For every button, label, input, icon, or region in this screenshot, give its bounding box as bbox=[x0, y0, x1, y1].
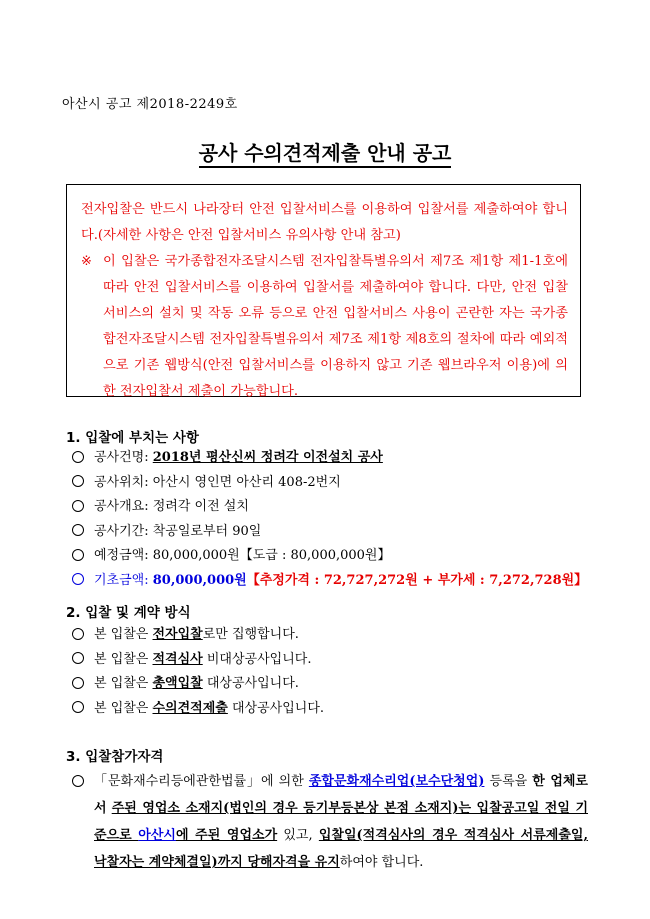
circle-bullet-icon bbox=[72, 677, 84, 689]
reference-mark-icon: ※ bbox=[81, 254, 93, 269]
list-item-location: 공사위치: 아산시 영인면 아산리 408-2번지 bbox=[72, 471, 587, 496]
notice-note bbox=[81, 249, 568, 405]
circle-bullet-icon bbox=[72, 628, 84, 640]
circle-bullet-icon bbox=[72, 500, 84, 512]
list-item: 본 입찰은 수의견적제출 대상공사입니다. bbox=[72, 697, 324, 722]
list-item-period: 공사기간: 착공일로부터 90일 bbox=[72, 520, 587, 545]
circle-bullet-icon bbox=[72, 775, 84, 787]
circle-bullet-icon bbox=[72, 451, 84, 463]
list-item-summary: 공사개요: 정려각 이전 설치 bbox=[72, 495, 587, 520]
list-item: 본 입찰은 적격심사 비대상공사입니다. bbox=[72, 648, 324, 673]
circle-bullet-icon bbox=[72, 549, 84, 561]
circle-bullet-icon bbox=[72, 652, 84, 664]
list-item: 본 입찰은 총액입찰 대상공사입니다. bbox=[72, 672, 324, 697]
page-title-text: 공사 수의견적제출 안내 공고 bbox=[199, 141, 452, 168]
base-amount-detail: 【추정가격 : 72,727,272원 + 부가세 : 7,272,728원】 bbox=[246, 572, 588, 588]
base-amount: 80,000,000원 bbox=[152, 572, 247, 588]
list-item: 본 입찰은 전자입찰로만 집행합니다. bbox=[72, 623, 324, 648]
list-item-estimate: 예정금액: 80,000,000원【도급 : 80,000,000원】 bbox=[72, 544, 587, 569]
section-2-heading: 2. 입찰 및 계약 방식 bbox=[66, 605, 191, 621]
region-name: 아산시 bbox=[138, 828, 176, 843]
list-item-project-name: 공사건명: 2018년 평산신씨 정려각 이전설치 공사 bbox=[72, 446, 587, 471]
list-item-base-amount: 기초금액: 80,000,000원【추정가격 : 72,727,272원 + 부가세 : 7,272,728원】 bbox=[72, 569, 587, 594]
project-name: 2018년 평산신씨 정려각 이전설치 공사 bbox=[152, 450, 383, 465]
notice-line-1: 전자입찰은 반드시 나라장터 안전 입찰서비스를 이용하여 입찰서를 제출하여야 합니다.(자세한 사항은 안전 입찰서비스 유의사항 안내 참고) bbox=[81, 202, 568, 243]
page-title bbox=[0, 137, 650, 166]
circle-bullet-icon bbox=[72, 701, 84, 713]
circle-bullet-icon bbox=[72, 573, 84, 585]
license-type: 종합문화재수리업(보수단청업) bbox=[308, 774, 485, 789]
section-2-list bbox=[72, 623, 324, 721]
qualification-paragraph: 「문화재수리등에관한법률」에 의한 종합문화재수리업(보수단청업) 등록을 한 업체로서 주된 영업소 소재지(법인의 경우 등기부등본상 본점 소재지)는 입찰공고일 전일 기준으로 아산시에 주된 영업소가 있고, 입찰일(적격심사의 경우 적격심사 서류제출일, 낙찰자는 계약체결일)까지 당해자격을 유지하여야 합니다. bbox=[72, 768, 588, 876]
section-3-heading: 3. 입찰참가자격 bbox=[66, 749, 164, 765]
circle-bullet-icon bbox=[72, 524, 84, 536]
notice-box bbox=[66, 184, 581, 397]
document-number: 아산시 공고 제2018-2249호 bbox=[62, 97, 238, 112]
circle-bullet-icon bbox=[72, 475, 84, 487]
section-1-list bbox=[72, 446, 587, 594]
section-1-heading: 1. 입찰에 부치는 사항 bbox=[66, 430, 199, 446]
notice-line-2: 이 입찰은 국가종합전자조달시스템 전자입찰특별유의서 제7조 제1항 제1-1호에 따라 안전 입찰서비스를 이용하여 입찰서를 제출하여야 합니다. 다만, 안전 입찰서비스의 설치 및 작동 오류 등으로 안전 입찰서비스 사용이 곤란한 자는 국가종합전자조달시스템 전자입찰특별유의서 제7조 제1항 제8호의 절차에 따라 예외적으로 기존 웹방식(안전 입찰서비스를 이용하지 않고 기존 웹브라우저 이용)에 의한 전자입찰서 제출이 가능합니다. bbox=[103, 254, 568, 399]
